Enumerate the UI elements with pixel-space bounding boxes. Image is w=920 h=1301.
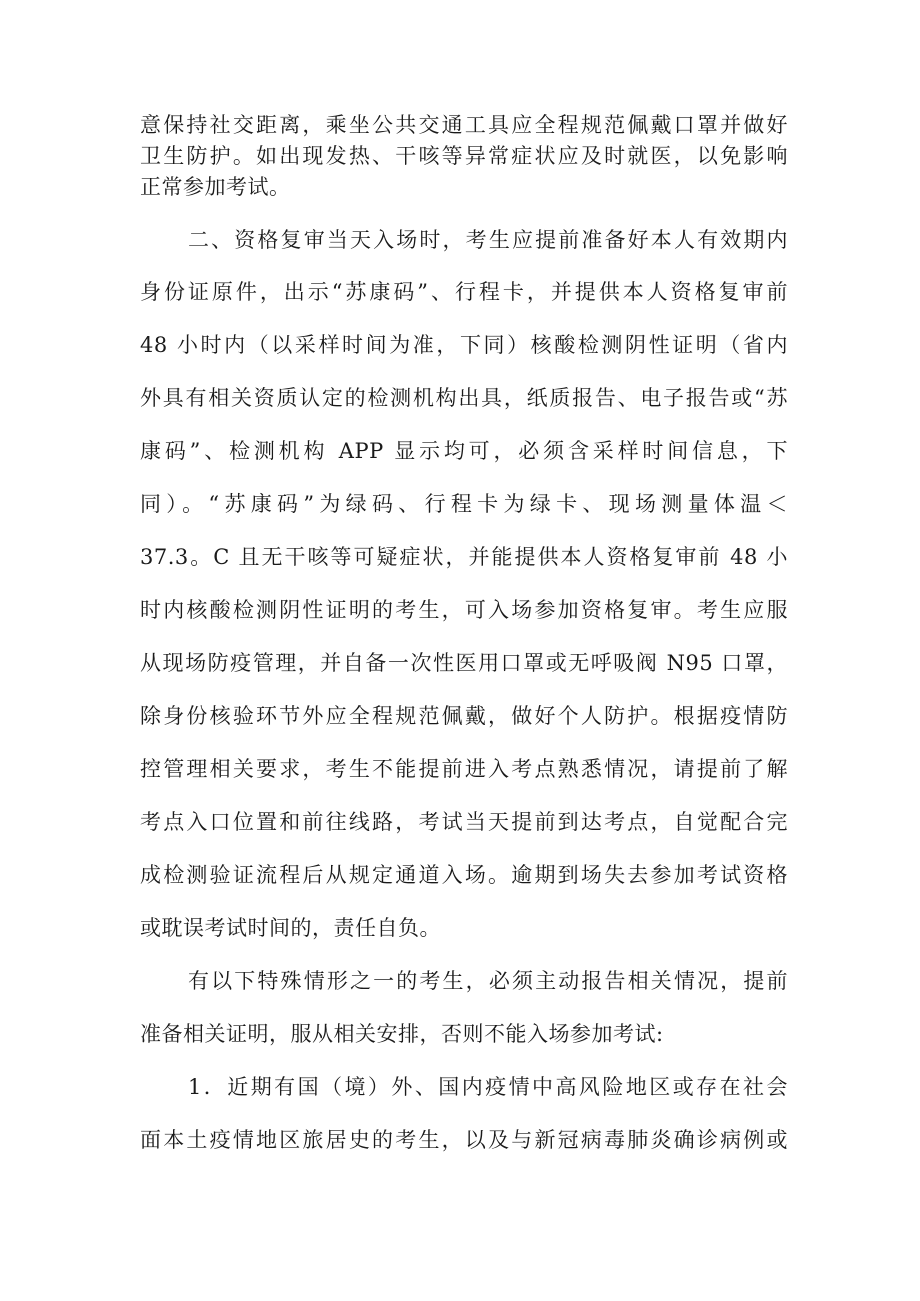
section2-line-7: 37.3。C 且无干咳等可疑症状，并能提供本人资格复审前 48 小 xyxy=(140,545,788,569)
item1-line-1: 1．近期有国（境）外、国内疫情中高风险地区或存在社会 xyxy=(188,1075,788,1099)
intro-line-3: 正常参加考试。 xyxy=(140,175,291,199)
section2-line-6: 同）。“苏康码”为绿码、行程卡为绿卡、现场测量体温＜ xyxy=(140,492,788,516)
section2-line-12: 考点入口位置和前往线路，考试当天提前到达考点，自觉配合完 xyxy=(140,810,788,834)
special-line-1: 有以下特殊情形之一的考生，必须主动报告相关情况，提前 xyxy=(188,969,788,993)
section2-line-8: 时内核酸检测阴性证明的考生，可入场参加资格复审。考生应服 xyxy=(140,598,788,622)
section2-line-11: 控管理相关要求，考生不能提前进入考点熟悉情况，请提前了解 xyxy=(140,757,788,781)
section2-line-2: 身份证原件，出示“苏康码”、行程卡，并提供本人资格复审前 xyxy=(140,280,788,304)
section2-line-5: 康码”、检测机构 APP 显示均可，必须含采样时间信息，下 xyxy=(140,439,788,463)
intro-line-1: 意保持社交距离，乘坐公共交通工具应全程规范佩戴口罩并做好 xyxy=(140,113,788,137)
section2-line-9: 从现场防疫管理，并自备一次性医用口罩或无呼吸阀 N95 口罩， xyxy=(140,651,788,675)
section2-line-10: 除身份核验环节外应全程规范佩戴，做好个人防护。根据疫情防 xyxy=(140,704,788,728)
section2-line-14: 或耽误考试时间的，责任自负。 xyxy=(140,916,441,940)
intro-line-2: 卫生防护。如出现发热、干咳等异常症状应及时就医，以免影响 xyxy=(140,144,788,168)
section2-line-13: 成检测验证流程后从规定通道入场。逾期到场失去参加考试资格 xyxy=(140,863,788,887)
section2-line-1: 二、资格复审当天入场时，考生应提前准备好本人有效期内 xyxy=(188,228,788,252)
section2-line-3: 48 小时内（以采样时间为准，下同）核酸检测阴性证明（省内 xyxy=(140,333,788,357)
item1-line-2: 面本土疫情地区旅居史的考生，以及与新冠病毒肺炎确诊病例或 xyxy=(140,1128,788,1152)
special-line-2: 准备相关证明，服从相关安排，否则不能入场参加考试: xyxy=(140,1022,664,1046)
section2-line-4: 外具有相关资质认定的检测机构出具，纸质报告、电子报告或“苏 xyxy=(140,386,788,410)
